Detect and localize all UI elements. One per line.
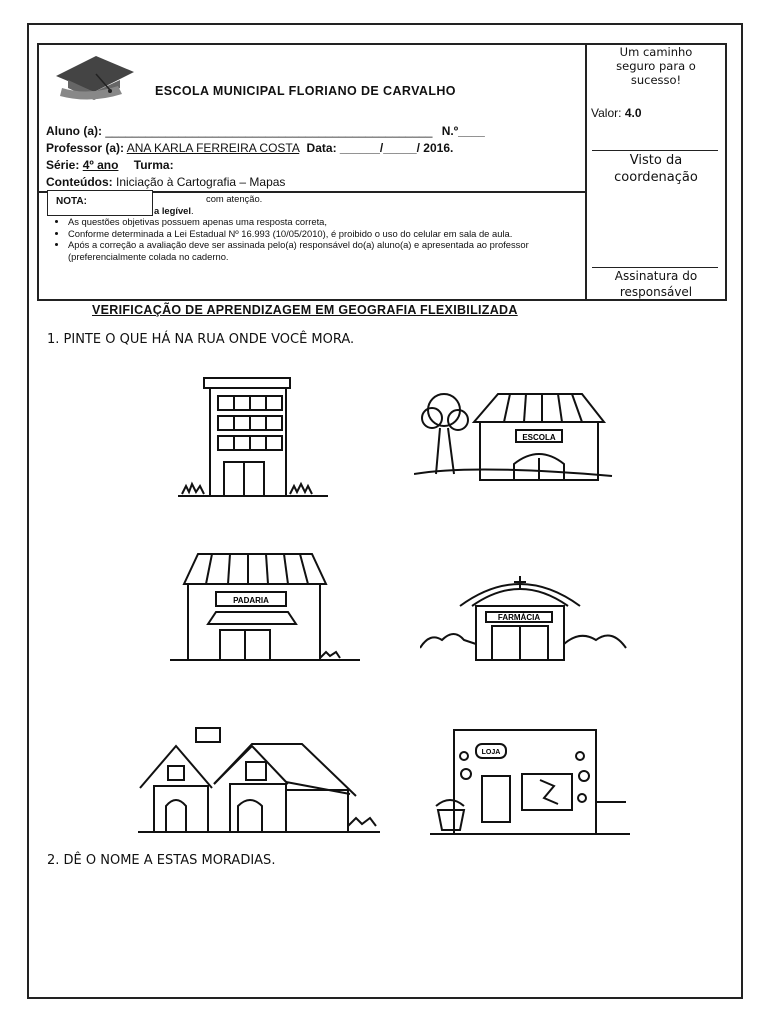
escola-sign: ESCOLA bbox=[522, 433, 556, 442]
building-illustration[interactable] bbox=[178, 376, 328, 500]
school-illustration[interactable] bbox=[414, 388, 614, 490]
visto-coordenacao-label: Visto da coordenação bbox=[614, 153, 698, 185]
valor-value: 4.0 bbox=[624, 106, 642, 120]
data-field[interactable]: : ______/_____/ 2016. bbox=[332, 141, 454, 155]
numero-field[interactable]: N.º____ bbox=[441, 124, 485, 138]
graduation-cap-logo-icon bbox=[48, 46, 138, 104]
conteudos-label: Conteúdos: bbox=[46, 175, 113, 189]
school-name: ESCOLA MUNICIPAL FLORIANO DE CARVALHO bbox=[155, 84, 456, 98]
valor-label: Valor: bbox=[591, 106, 622, 120]
valor-row bbox=[591, 106, 642, 120]
question-2: 2. DÊ O NOME A ESTAS MORADIAS. bbox=[47, 853, 276, 868]
rule-item: • Conforme determinada a Lei Estadual Nº 16.993 (10/05/2010), é proibido o uso do celular em sala de aula. bbox=[68, 228, 606, 240]
padaria-sign: PADARIA bbox=[233, 596, 269, 605]
conteudos-value: Iniciação à Cartografia – Mapas bbox=[116, 175, 286, 189]
bakery-illustration[interactable] bbox=[170, 550, 360, 666]
farmacia-sign: FARMÁCIA bbox=[497, 613, 541, 622]
conteudos-row bbox=[46, 175, 285, 189]
aluno-row bbox=[46, 124, 485, 138]
assessment-title: VERIFICAÇÃO DE APRENDIZAGEM EM GEOGRAFIA FLEXIBILIZADA bbox=[92, 303, 518, 317]
visto-signature-line bbox=[592, 150, 718, 151]
rule-item: com atenção. bbox=[206, 193, 263, 204]
nota-box[interactable]: NOTA: bbox=[47, 190, 153, 216]
professor-label: Professor (a): bbox=[46, 141, 125, 155]
turma-label: Turma: bbox=[133, 158, 174, 172]
data-label: Data bbox=[306, 141, 333, 155]
serie-label: Série: bbox=[46, 158, 80, 172]
assinatura-responsavel-label: Assinatura do responsável bbox=[614, 269, 698, 299]
professor-row bbox=[46, 141, 453, 155]
question-1: 1. PINTE O QUE HÁ NA RUA ONDE VOCÊ MORA. bbox=[47, 332, 355, 347]
houses-illustration[interactable] bbox=[138, 726, 380, 838]
aluno-label: Aluno (a): bbox=[46, 124, 102, 138]
professor-name: ANA KARLA FERREIRA COSTA bbox=[126, 141, 300, 155]
store-illustration[interactable] bbox=[430, 726, 630, 838]
motto-text: Um caminho seguro para o sucesso! bbox=[616, 45, 696, 87]
loja-sign: LOJA bbox=[481, 749, 501, 756]
rule-item: • Após a correção a avaliação deve ser assinada pelo(a) responsável do(a) aluno(a) e apresentada ao professor (preferencialmente colada no caderno. bbox=[68, 239, 606, 262]
rule-item: a legível. bbox=[154, 204, 194, 216]
serie-value: 4º ano bbox=[82, 158, 119, 172]
aluno-field[interactable]: _________________________________________________ bbox=[105, 124, 433, 138]
rule-item: • As questões objetivas possuem apenas uma resposta correta, bbox=[68, 216, 606, 228]
pharmacy-illustration[interactable] bbox=[420, 566, 630, 666]
serie-row bbox=[46, 158, 174, 172]
